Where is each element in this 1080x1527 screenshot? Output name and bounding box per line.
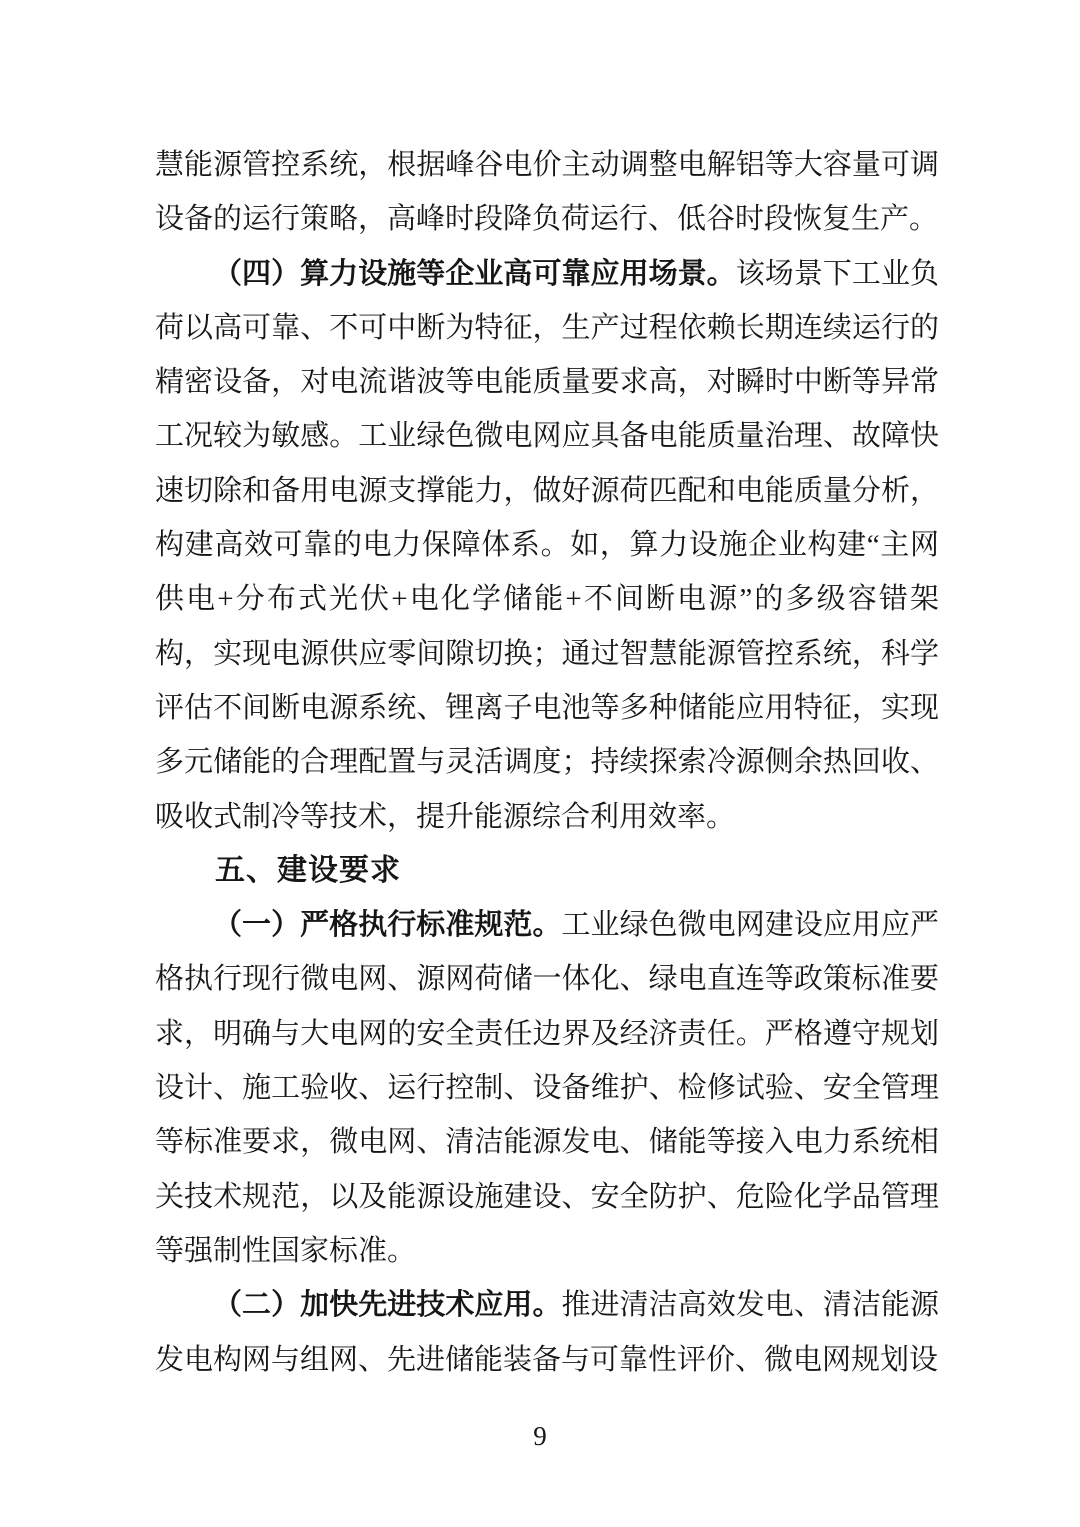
section-heading: 五、建设要求 [215,853,401,887]
paragraph-text: 慧能源管控系统，根据峰谷电价主动调整电解铝等大容量可调设备的运行策略，高峰时段降负荷运行、低谷时段恢复生产。 [155,149,939,236]
page-number: 9 [533,1421,547,1451]
paragraph-continuation [155,138,939,247]
paragraph-text: 该场景下工业负荷以高可靠、不可中断为特征，生产过程依赖长期连续运行的精密设备，对电流谐波等电能质量要求高，对瞬时中断等异常工况较为敏感。工业绿色微电网应具备电能质量治理、故障快速切除和备用电源支撑能力，做好源荷匹配和电能质量分析，构建高效可靠的电力保障体系。如，算力设施企业构建“主网供电+分布式光伏+电化学储能+不间断电源”的多级容错架构，实现电源供应零间隙切换；通过智慧能源管控系统，科学评估不间断电源系统、锂离子电池等多种储能应用特征，实现多元储能的合理配置与灵活调度；持续探索冷源侧余热回收、吸收式制冷等技术，提升能源综合利用效率。 [155,257,939,833]
paragraph-lead: （一）严格执行标准规范。 [213,909,562,942]
page-footer [0,1421,1080,1452]
paragraph-text: 推进清洁高效发电、清洁能源发电构网与组网、先进储能装备与可靠性评价、微电网规划设 [155,1289,939,1376]
paragraph-item-4 [155,247,939,844]
document-body [155,138,939,1387]
paragraph-lead: （二）加快先进技术应用。 [213,1289,562,1322]
paragraph-text: 工业绿色微电网建设应用应严格执行现行微电网、源网荷储一体化、绿电直连等政策标准要求，明确与大电网的安全责任边界及经济责任。严格遵守规划设计、施工验收、运行控制、设备维护、检修试验、安全管理等标准要求，微电网、清洁能源发电、储能等接入电力系统相关技术规范，以及能源设施建设、安全防护、危险化学品管理等强制性国家标准。 [155,909,939,1267]
paragraph-item-1 [155,898,939,1278]
paragraph-lead: （四）算力设施等企业高可靠应用场景。 [213,257,736,290]
paragraph-item-2 [155,1278,939,1387]
